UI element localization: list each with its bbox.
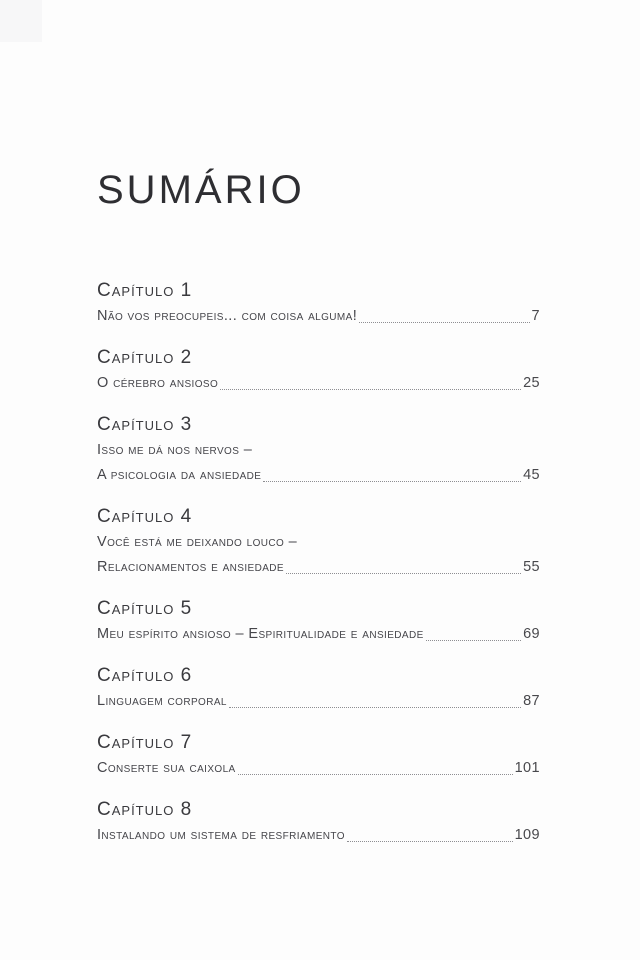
dotted-leader [359,322,529,323]
toc-line [97,371,540,396]
chapter-heading: Capítulo 7 [97,732,193,753]
chapter-lines [97,622,540,647]
dotted-leader [263,481,521,482]
dotted-leader [347,841,513,842]
toc-line [97,304,540,329]
chapter-heading: Capítulo 4 [97,506,193,527]
toc-line [97,823,540,848]
chapter-lines [97,530,540,580]
toc-line [97,438,540,463]
toc-line [97,463,540,488]
table-of-contents [97,278,540,848]
chapter-subtitle-text: Isso me dá nos nervos – [97,442,253,458]
chapter-subtitle-text: Meu espírito ansioso – Espiritualidade e ansiedade [97,626,424,642]
toc-line [97,530,540,555]
toc-chapter-entry [97,345,540,396]
chapter-lines [97,438,540,488]
page-number: 7 [531,308,540,324]
chapter-lines [97,371,540,396]
chapter-lines [97,304,540,329]
toc-chapter-entry [97,412,540,488]
chapter-heading: Capítulo 3 [97,414,193,435]
chapter-heading: Capítulo 1 [97,280,193,301]
dotted-leader [220,389,521,390]
toc-line [97,555,540,580]
toc-chapter-entry [97,663,540,714]
page-corner-shade [0,0,42,42]
toc-chapter-entry [97,797,540,848]
chapter-subtitle-text: A psicologia da ansiedade [97,467,262,483]
chapter-heading: Capítulo 8 [97,799,193,820]
chapter-heading: Capítulo 5 [97,598,193,619]
chapter-subtitle-text: O cérebro ansioso [97,375,219,391]
chapter-subtitle-text: Não vos preocupeis... com coisa alguma! [97,308,358,324]
chapter-subtitle-text: Você está me deixando louco – [97,534,298,550]
chapter-subtitle-text: Conserte sua caixola [97,760,236,776]
page-number: 101 [514,760,540,776]
dotted-leader [286,573,521,574]
toc-chapter-entry [97,730,540,781]
page-number: 25 [523,375,540,391]
toc-chapter-entry [97,278,540,329]
page-title: SUMÁRIO [97,168,305,212]
page-number: 55 [523,559,540,575]
toc-line [97,622,540,647]
toc-line [97,689,540,714]
chapter-heading: Capítulo 6 [97,665,193,686]
chapter-subtitle-text: Linguagem corporal [97,693,227,709]
chapter-lines [97,823,540,848]
chapter-lines [97,689,540,714]
dotted-leader [426,640,521,641]
dotted-leader [229,707,521,708]
chapter-subtitle-text: Relacionamentos e ansiedade [97,559,284,575]
page-number: 109 [514,827,540,843]
page-number: 87 [523,693,540,709]
toc-chapter-entry [97,596,540,647]
page-number: 69 [523,626,540,642]
chapter-subtitle-text: Instalando um sistema de resfriamento [97,827,345,843]
dotted-leader [238,774,513,775]
toc-line [97,756,540,781]
toc-chapter-entry [97,504,540,580]
chapter-heading: Capítulo 2 [97,347,193,368]
page-number: 45 [523,467,540,483]
chapter-lines [97,756,540,781]
